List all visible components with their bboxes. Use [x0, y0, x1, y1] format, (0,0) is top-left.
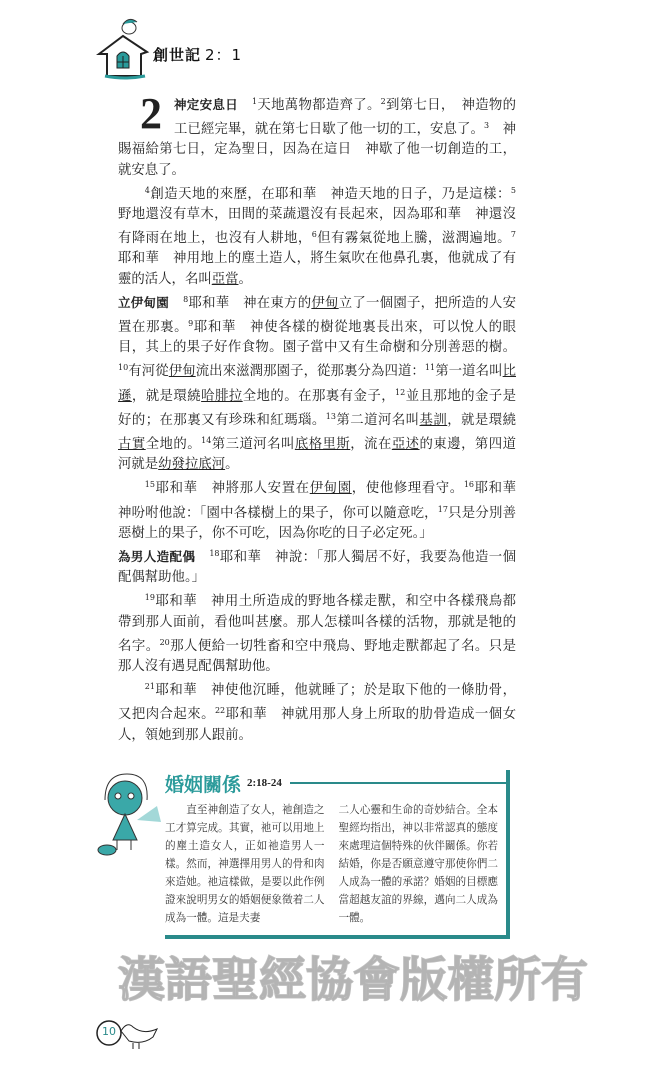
proper-noun: 哈腓拉 [201, 388, 243, 404]
proper-noun: 底格里斯 [294, 437, 351, 453]
section-heading: 神定安息日 [174, 97, 239, 112]
book-reference [153, 44, 242, 65]
verse-number: 16 [463, 480, 474, 490]
verse-text: 耶和華 神就用那人身上所取的肋骨造成一個女人，領她到那人跟前。 [118, 707, 516, 743]
proper-noun: 亞當 [211, 271, 239, 287]
box-header [165, 770, 506, 797]
proper-noun: 比遜 [118, 364, 517, 404]
verse-number: 4 [144, 185, 150, 195]
box-column-1: 直至神創造了女人，祂創造之工才算完成。其實，祂可以用地上的塵土造女人，正如祂造男人一樣。然而，神選擇用男人的骨和肉來造她。祂這樣做，是要以此作例證來說明男女的婚姻便象徵着二人成為一體。這是夫妻 [165, 803, 325, 924]
scripture-paragraph [118, 588, 516, 677]
verse-text: 立了一個園子，把所造的人安置在那裏。 [118, 295, 517, 336]
chapter-number: 2 [140, 89, 162, 138]
page-number: 10 [102, 1024, 116, 1038]
verse-number: 10 [118, 363, 129, 373]
devotional-box [165, 770, 510, 939]
scripture-paragraph [118, 89, 516, 181]
verse-text: 耶和華 神吩咐他說：「園中各樣樹上的果子，你可以隨意吃， [118, 481, 530, 521]
verse-number: 15 [144, 480, 155, 490]
verse-text: 全地的。在那裏有金子， [242, 388, 396, 404]
verse-number: 11 [424, 363, 436, 373]
verse-text: 耶和華 神說：「那人獨居不好，我要為他造一個配偶幫助他。」 [118, 550, 516, 586]
verse-number: 18 [209, 549, 220, 559]
verse-text: 耶和華 神將那人安置在 [154, 481, 310, 497]
verse-text: 的東邊，第四道河就是 [118, 437, 517, 473]
verse-number: 17 [437, 504, 448, 514]
verse-number: 7 [510, 230, 517, 240]
verse-number: 22 [214, 706, 226, 716]
verse-text: ，就是環繞 [447, 412, 517, 428]
box-title: 婚姻關係 [165, 773, 242, 796]
verse-number: 19 [144, 593, 155, 603]
verse-text: 全地的。 [145, 437, 202, 453]
copyright-watermark: 漢語聖經協會版權所有 [118, 952, 588, 1008]
page-header [0, 0, 650, 92]
verse-number: 21 [144, 682, 155, 692]
house-bird-icon [95, 18, 151, 80]
proper-noun: 幼發拉底河 [158, 457, 226, 473]
verse-text: 耶和華 神在東方的 [188, 295, 312, 311]
verse-number: 2 [380, 97, 386, 106]
scripture-text [118, 89, 530, 746]
proper-noun: 古實 [118, 437, 146, 453]
verse-text: 流出來滋潤那園子，從那裏分為四道： [195, 364, 425, 380]
verse-text: ，流在 [350, 437, 392, 453]
verse-text: 有河從 [128, 364, 169, 380]
proper-noun: 亞述 [391, 437, 420, 453]
verse-text: 創造天地的來歷，在耶和華 神造天地的日子，乃是這樣： [149, 186, 511, 202]
verse-number: 14 [201, 436, 212, 446]
verse-number: 5 [510, 185, 516, 195]
verse-text: 第一道名叫 [435, 364, 503, 380]
proper-noun: 伊甸 [168, 364, 196, 380]
verse-number: 1 [252, 97, 258, 106]
scripture-paragraph [118, 677, 516, 746]
devotional-section [95, 770, 515, 939]
section-heading: 立伊甸園 [118, 294, 170, 310]
verse-text: ，就是環繞 [131, 388, 202, 404]
verse-number: 9 [188, 319, 194, 329]
verse-text: 第二道河名叫 [335, 412, 420, 428]
verse-text: 第三道河名叫 [211, 437, 295, 453]
section-heading: 為男人造配偶 [118, 549, 196, 565]
box-column-2: 二人心靈和生命的奇妙結合。全本聖經均指出，神以非常認真的態度來處理這個特殊的伙伴關係。你若結婚，你是否願意遵守那使你們二人成為一體的承諾？婚姻的目標應當超越友誼的界線，邁向二人成為一體。 [338, 803, 498, 924]
proper-noun: 伊甸 [311, 295, 339, 311]
page-number-badge [95, 1015, 165, 1051]
verse-text: 耶和華 神用土所造成的野地各樣走獸，和空中各樣飛鳥都帶到那人面前，看他叫甚麼。那人怎樣叫各樣的活物，那就是牠的名字。 [118, 594, 516, 654]
verse-text: 到第七日， 神造物的工已經完畢，就在第七日歇了他一切的工，安息了。 [174, 98, 516, 138]
scripture-paragraph [118, 544, 516, 588]
verse-number: 3 [483, 121, 490, 131]
verse-number: 12 [395, 387, 406, 397]
chapter-verse: 2：1 [205, 46, 243, 64]
girl-with-flashlight-icon [95, 770, 163, 860]
verse-text: 天地萬物都造齊了。 [257, 98, 381, 113]
verse-text: 神賜福給第七日，定為聖日，因為在這日 神歇了他一切創造的工，就安息了。 [118, 122, 516, 178]
verse-text: 。 [225, 457, 239, 473]
box-columns [165, 801, 506, 927]
verse-text: 野地還沒有草木，田間的菜蔬還沒有長起來，因為耶和華 神還沒有降雨在地上，也沒有人耕地， [118, 207, 516, 247]
verse-text: 耶和華 神使他沉睡，他就睡了；於是取下他的一條肋骨，又把肉合起來。 [118, 683, 516, 723]
verse-number: 20 [159, 637, 170, 647]
scripture-paragraph [118, 181, 516, 290]
scripture-paragraph [118, 475, 530, 544]
box-reference: 2:18-24 [247, 777, 282, 790]
verse-number: 13 [325, 411, 336, 421]
verse-text: 耶和華 神用地上的塵土造人，將生氣吹在他鼻孔裏，他就成了有靈的活人，名叫 [118, 251, 516, 287]
verse-text: 耶和華 神使各樣的樹從地裏長出來，可以悅人的眼目，其上的果子好作食物。園子當中又有生命樹和分別善惡的樹。 [118, 320, 517, 356]
verse-text: 。 [238, 271, 252, 287]
verse-text: 並且那地的金子是好的；在那裏又有珍珠和紅瑪瑙。 [118, 388, 517, 428]
verse-number: 8 [183, 294, 189, 304]
proper-noun: 基訓 [419, 412, 448, 428]
scripture-paragraph [118, 290, 516, 476]
verse-text: ，使他修理看守。 [351, 481, 464, 497]
verse-number: 6 [311, 230, 317, 240]
box-divider [290, 782, 510, 784]
proper-noun: 伊甸園 [309, 481, 352, 497]
book-name: 創世記 [153, 46, 202, 64]
verse-text: 但有霧氣從地上騰，滋潤遍地。 [316, 231, 511, 247]
verse-text: 只是分別善惡樹上的果子，你不可吃，因為你吃的日子必定死。」 [118, 505, 516, 541]
verse-text: 那人便給一切牲畜和空中飛鳥、野地走獸都起了名。只是那人沒有遇見配偶幫助他。 [118, 638, 517, 675]
